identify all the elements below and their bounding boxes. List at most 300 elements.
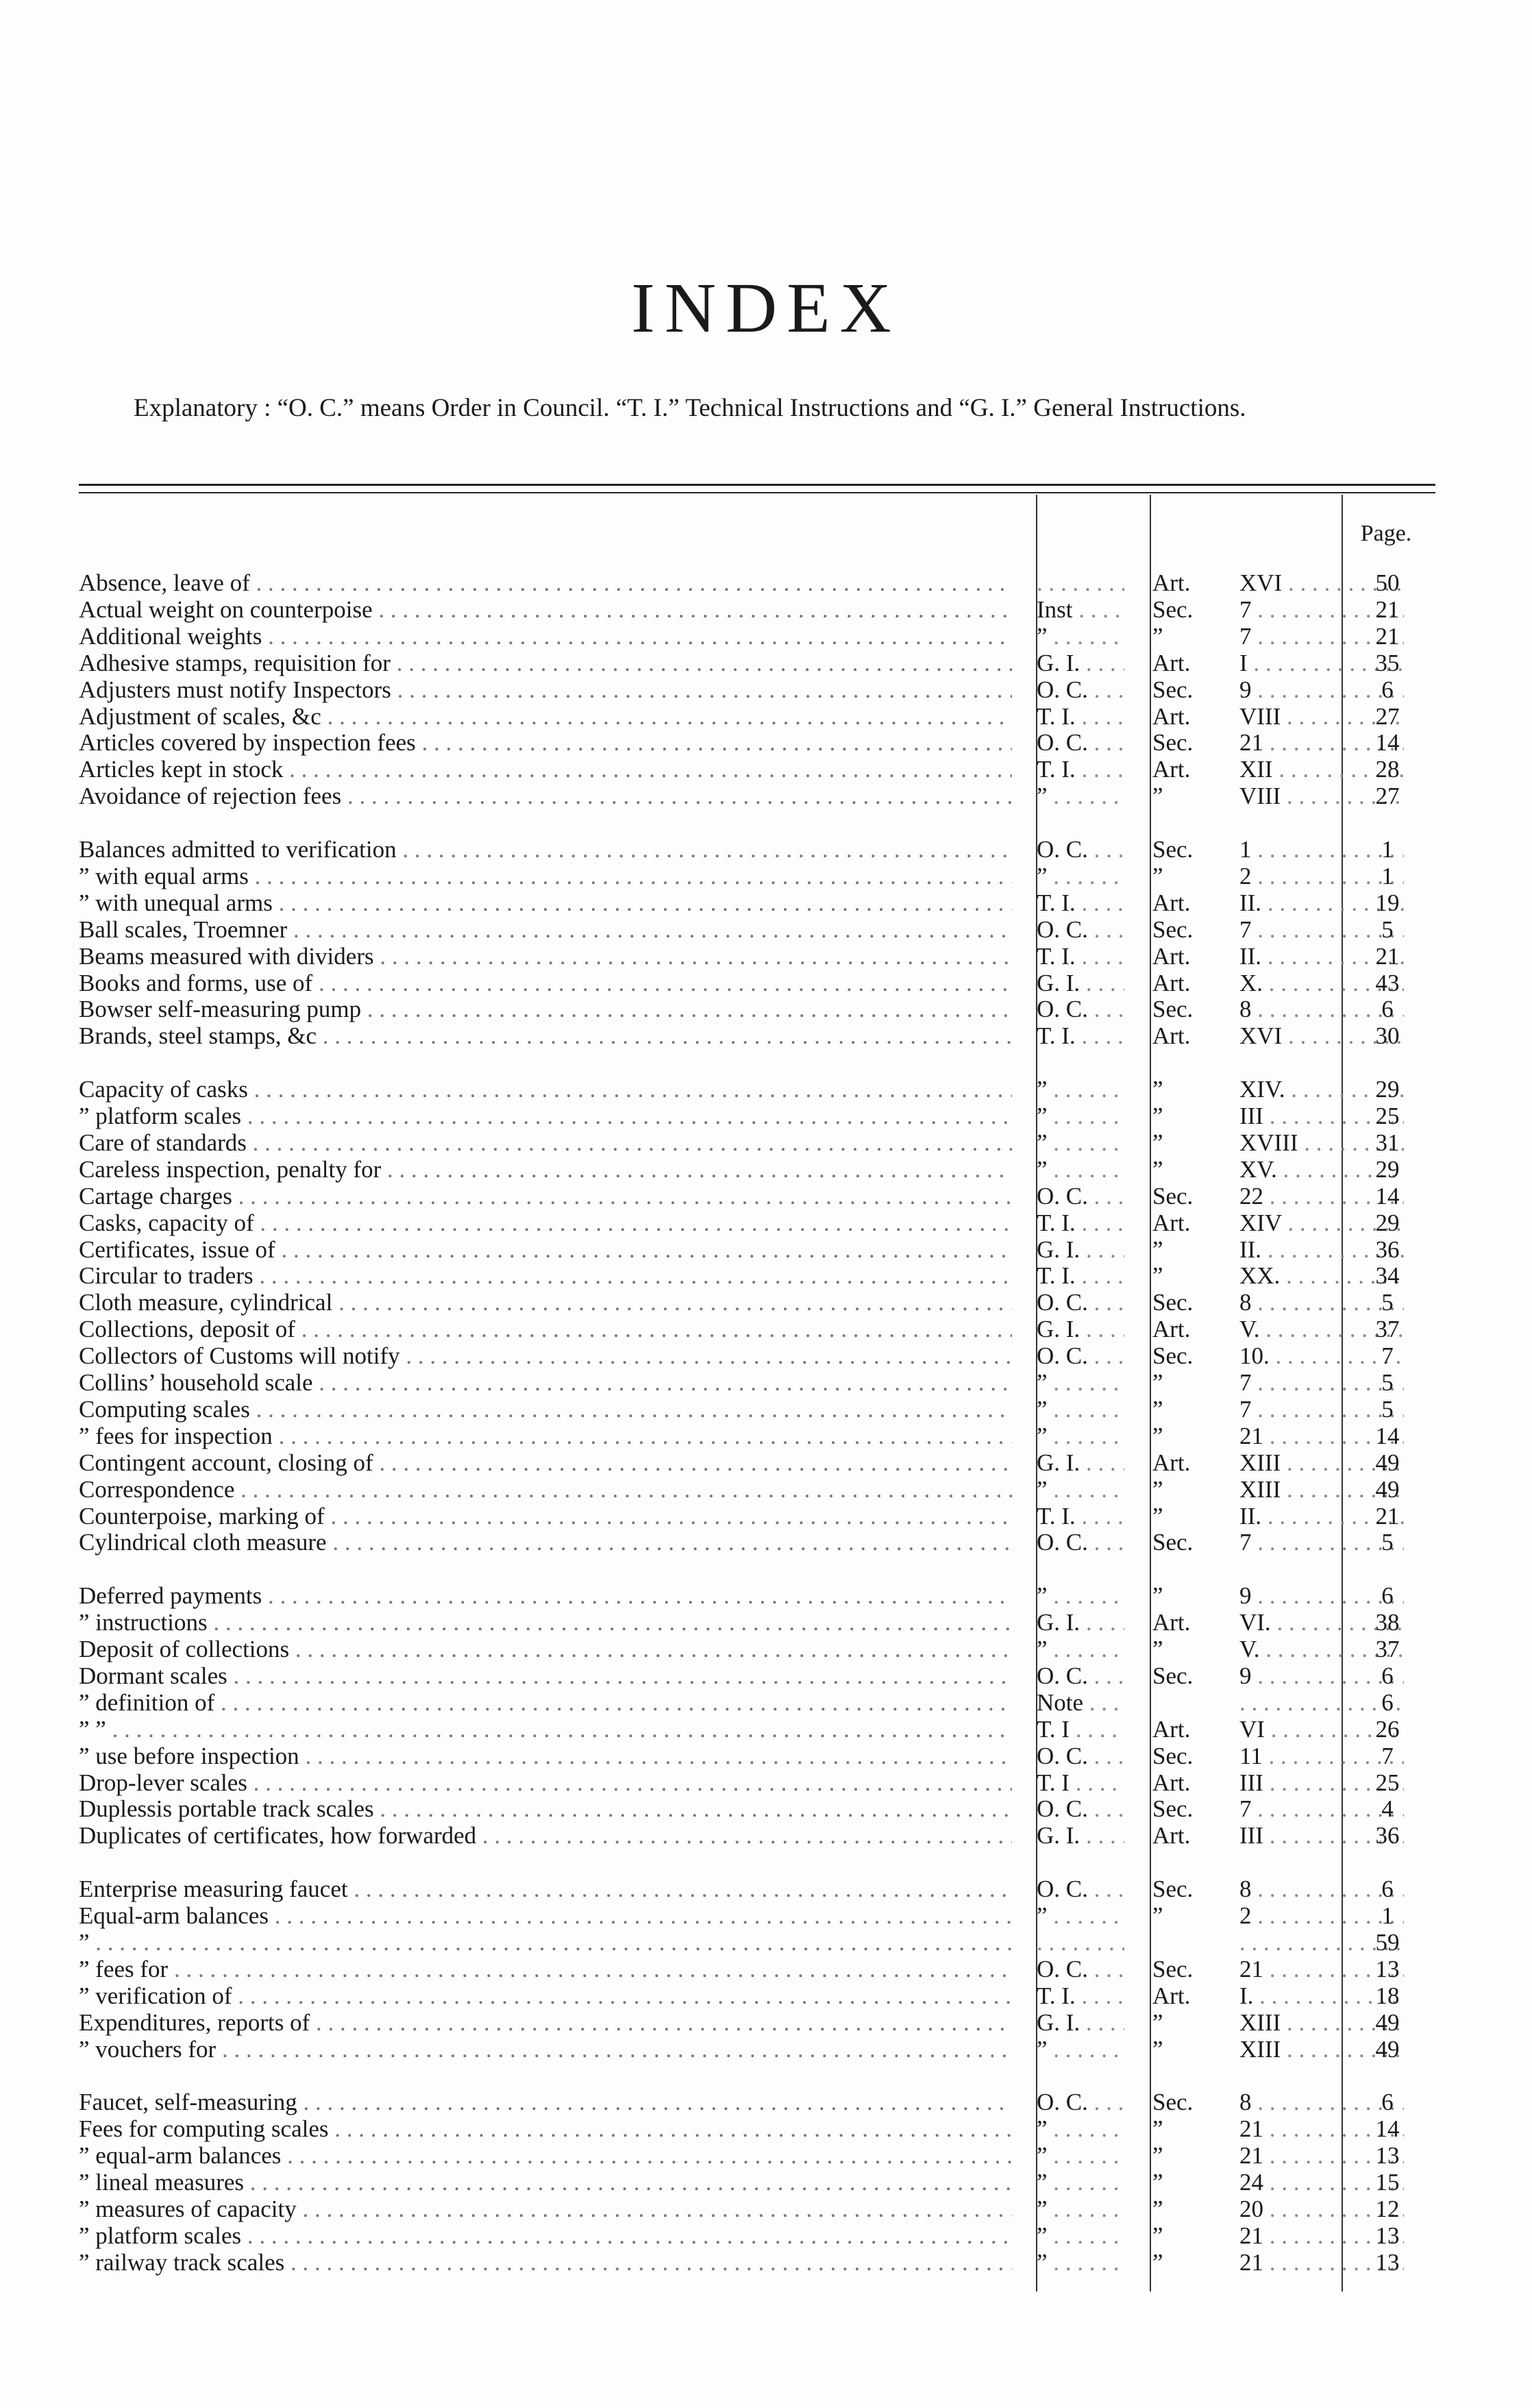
entry-term: ” railway track scales . . .	[79, 2250, 1012, 2276]
entry-ref-number: XVI . . .	[1239, 570, 1404, 596]
index-entry	[79, 2143, 1435, 2169]
index-entry	[79, 863, 1435, 889]
entry-ref-number: VI . . .	[1239, 1717, 1404, 1743]
entry-ref-type: Sec.	[1152, 1876, 1194, 1902]
entry-ref-type: Sec.	[1152, 1956, 1194, 1982]
entry-term: Cartage charges . . .	[79, 1183, 1012, 1209]
entry-page: 36	[1375, 1237, 1400, 1263]
index-entry	[79, 1183, 1435, 1209]
entry-source: G. I. . . .	[1037, 970, 1124, 996]
entry-term: Fees for computing scales . . .	[79, 2116, 1012, 2142]
index-entry	[79, 1983, 1435, 2009]
entry-page: 1	[1381, 1903, 1394, 1929]
entry-ref-type: ”	[1152, 1077, 1163, 1103]
entry-term: Cloth measure, cylindrical . . .	[79, 1290, 1012, 1316]
entry-source	[1037, 570, 1124, 596]
entry-ref-number: V. . . .	[1239, 1636, 1404, 1662]
entry-term: Adhesive stamps, requisition for . . .	[79, 650, 1012, 676]
entry-ref-number: XX. . . .	[1239, 1263, 1404, 1289]
entry-term: Deposit of collections . . .	[79, 1636, 1012, 1662]
index-entry	[79, 1290, 1435, 1316]
entry-ref-number: III . . .	[1239, 1823, 1404, 1849]
entry-page: 37	[1375, 1316, 1400, 1342]
entry-page: 25	[1375, 1770, 1400, 1796]
entry-source: O. C. . . .	[1037, 1529, 1124, 1556]
entry-ref-number: VIII . . .	[1239, 704, 1404, 730]
index-entry	[79, 1397, 1435, 1423]
entry-term: ” platform scales . . .	[79, 2223, 1012, 2249]
entry-page: 4	[1381, 1796, 1394, 1822]
entry-page: 38	[1375, 1610, 1400, 1636]
entry-page: 59	[1375, 1930, 1400, 1956]
entry-term: Actual weight on counterpoise . . .	[79, 597, 1012, 623]
entry-page: 27	[1375, 704, 1400, 730]
entry-ref-number: I. . . .	[1239, 1983, 1404, 2009]
entry-source: G. I. . . .	[1037, 1450, 1124, 1476]
entry-source: ” . . .	[1037, 1423, 1124, 1449]
index-entry	[79, 1423, 1435, 1449]
entry-term: Balances admitted to verification . . .	[79, 837, 1012, 863]
entry-source: ” . . .	[1037, 1903, 1124, 1929]
entry-ref-number: 22 . . .	[1239, 1183, 1404, 1209]
index-entry	[79, 1477, 1435, 1503]
entry-ref-number: 7 . . .	[1239, 1529, 1404, 1556]
entry-ref-type: Sec.	[1152, 1343, 1194, 1369]
entry-source: T. I. . . .	[1037, 1263, 1124, 1289]
entry-page: 6	[1381, 677, 1394, 703]
entry-page: 6	[1381, 1876, 1394, 1902]
entry-source: T. I. . . .	[1037, 890, 1124, 916]
entry-ref-number: II. . . .	[1239, 1237, 1404, 1263]
entry-page: 35	[1375, 650, 1400, 676]
entry-source: O. C. . . .	[1037, 1183, 1124, 1209]
entry-source: O. C. . . .	[1037, 1743, 1124, 1769]
entry-ref-type: Art.	[1152, 1717, 1191, 1743]
entry-source: O. C. . . .	[1037, 2089, 1124, 2115]
entry-term: ” equal-arm balances . . .	[79, 2143, 1012, 2169]
entry-page: 1	[1381, 863, 1394, 889]
index-entry	[79, 1450, 1435, 1476]
entry-source: ” . . .	[1037, 1477, 1124, 1503]
entry-page: 13	[1375, 2223, 1400, 2249]
entry-term: Contingent account, closing of . . .	[79, 1450, 1012, 1476]
entry-term: Brands, steel stamps, &c . . .	[79, 1023, 1012, 1049]
entry-page: 37	[1375, 1636, 1400, 1662]
entry-ref-type: ”	[1152, 624, 1163, 650]
index-entry	[79, 1717, 1435, 1743]
entry-term: Avoidance of rejection fees . . .	[79, 783, 1012, 809]
entry-source: ” . . .	[1037, 624, 1124, 650]
entry-ref-type: ”	[1152, 1477, 1163, 1503]
entry-page: 29	[1375, 1077, 1400, 1103]
entry-page: 28	[1375, 757, 1400, 783]
entry-ref-type: ”	[1152, 1397, 1163, 1423]
entry-source: ” . . .	[1037, 2196, 1124, 2222]
entry-term: Adjustment of scales, &c . . .	[79, 704, 1012, 730]
entry-ref-number: III . . .	[1239, 1103, 1404, 1129]
entry-ref-type: ”	[1152, 1370, 1163, 1396]
entry-term: ” use before inspection . . .	[79, 1743, 1012, 1769]
entry-ref-number: I . . .	[1239, 650, 1404, 676]
entry-term: ” instructions . . .	[79, 1610, 1012, 1636]
entry-term: Expenditures, reports of . . .	[79, 2010, 1012, 2036]
index-entry	[79, 1610, 1435, 1636]
index-entry	[79, 1157, 1435, 1183]
entry-page: 29	[1375, 1157, 1400, 1183]
entry-page: 21	[1375, 944, 1400, 970]
index-entry	[79, 783, 1435, 809]
entry-page: 13	[1375, 2250, 1400, 2276]
entry-page: 19	[1375, 890, 1400, 916]
index-entry	[79, 970, 1435, 996]
index-entry	[79, 1343, 1435, 1369]
entry-term: Faucet, self-measuring . . .	[79, 2089, 1012, 2115]
entry-ref-type: Art.	[1152, 890, 1191, 916]
index-entry	[79, 2223, 1435, 2249]
entry-term: ” definition of . . .	[79, 1690, 1012, 1716]
index-entry	[79, 677, 1435, 703]
entry-source: T. I. . . .	[1037, 757, 1124, 783]
entry-page: 14	[1375, 1423, 1400, 1449]
entry-source: ” . . .	[1037, 863, 1124, 889]
entry-source: G. I. . . .	[1037, 1610, 1124, 1636]
entry-ref-type: Art.	[1152, 1450, 1191, 1476]
entry-ref-number: 7 . . .	[1239, 1370, 1404, 1396]
entry-source: O. C. . . .	[1037, 677, 1124, 703]
entry-ref-type: ”	[1152, 1636, 1163, 1662]
index-entry	[79, 1316, 1435, 1342]
entry-term: ” with unequal arms . . .	[79, 890, 1012, 916]
entry-ref-type: Sec.	[1152, 677, 1194, 703]
index-entry	[79, 1077, 1435, 1103]
entry-source: O. C. . . .	[1037, 1290, 1124, 1316]
entry-ref-number: 9 . . .	[1239, 1583, 1404, 1609]
entry-ref-type: Art.	[1152, 944, 1191, 970]
entry-term: ” lineal measures . . .	[79, 2170, 1012, 2196]
entry-term: ” verification of . . .	[79, 1983, 1012, 2009]
entry-term: Correspondence . . .	[79, 1477, 1012, 1503]
entry-page: 49	[1375, 2010, 1400, 2036]
entry-source: ” . . .	[1037, 2223, 1124, 2249]
entry-term: ” fees for . . .	[79, 1956, 1012, 1982]
entry-term: ” vouchers for . . .	[79, 2037, 1012, 2063]
entry-source: T. I. . . .	[1037, 704, 1124, 730]
entry-page: 14	[1375, 1183, 1400, 1209]
entry-ref-type: Sec.	[1152, 730, 1194, 756]
index-entry	[79, 1770, 1435, 1796]
entry-ref-number: 8 . . .	[1239, 1876, 1404, 1902]
entry-ref-type: Art.	[1152, 1770, 1191, 1796]
entry-source: ” . . .	[1037, 2143, 1124, 2169]
index-entry	[79, 917, 1435, 943]
index-entry	[79, 1690, 1435, 1716]
entry-ref-number: 8 . . .	[1239, 1290, 1404, 1316]
index-entry	[79, 1930, 1435, 1956]
entry-source: O. C. . . .	[1037, 1343, 1124, 1369]
entry-page: 31	[1375, 1130, 1400, 1156]
index-entry	[79, 2037, 1435, 2063]
entry-page: 6	[1381, 996, 1394, 1022]
entry-page: 43	[1375, 970, 1400, 996]
entry-term: Bowser self-measuring pump . . .	[79, 996, 1012, 1022]
entry-term: Certificates, issue of . . .	[79, 1237, 1012, 1263]
index-entry	[79, 624, 1435, 650]
entry-ref-type: Art.	[1152, 970, 1191, 996]
entry-ref-type: ”	[1152, 1103, 1163, 1129]
index-entry	[79, 1636, 1435, 1662]
entry-source: G. I. . . .	[1037, 1823, 1124, 1849]
entry-ref-number: X. . . .	[1239, 970, 1404, 996]
entry-ref-type: Sec.	[1152, 1663, 1194, 1689]
entry-term: Computing scales . . .	[79, 1397, 1012, 1423]
entry-source: O. C. . . .	[1037, 1663, 1124, 1689]
entry-ref-number: 21 . . .	[1239, 2143, 1404, 2169]
entry-source: ” . . .	[1037, 2170, 1124, 2196]
entry-source: ” . . .	[1037, 783, 1124, 809]
entry-ref-number: 7 . . .	[1239, 624, 1404, 650]
entry-ref-type: ”	[1152, 1157, 1163, 1183]
entry-page: 6	[1381, 1583, 1394, 1609]
entry-term: Adjusters must notify Inspectors . . .	[79, 677, 1012, 703]
entry-source: ” . . .	[1037, 1636, 1124, 1662]
index-entry	[79, 1237, 1435, 1263]
entry-source: ” . . .	[1037, 1077, 1124, 1103]
index-entry	[79, 1210, 1435, 1236]
entry-term: Collectors of Customs will notify . . .	[79, 1343, 1012, 1369]
entry-ref-type: Sec.	[1152, 837, 1194, 863]
entry-term: ” with equal arms . . .	[79, 863, 1012, 889]
entry-term: ” ” . . .	[79, 1717, 1012, 1743]
entry-ref-type: Art.	[1152, 650, 1191, 676]
entry-source: ” . . .	[1037, 1370, 1124, 1396]
index-entry	[79, 1370, 1435, 1396]
entry-source: T. I. . . .	[1037, 1503, 1124, 1529]
entry-ref-number: 24 . . .	[1239, 2170, 1404, 2196]
entry-page: 5	[1381, 1529, 1394, 1556]
entry-term: Circular to traders . . .	[79, 1263, 1012, 1289]
entry-source: ” . . .	[1037, 1157, 1124, 1183]
entry-ref-number: V. . . .	[1239, 1316, 1404, 1342]
index-entry	[79, 1663, 1435, 1689]
entry-ref-number: 8 . . .	[1239, 996, 1404, 1022]
index-entry	[79, 2010, 1435, 2036]
entry-page: 34	[1375, 1263, 1400, 1289]
entry-source: T. I. . . .	[1037, 1983, 1124, 2009]
entry-ref-type: Sec.	[1152, 1743, 1194, 1769]
index-entry	[79, 730, 1435, 756]
entry-term: Additional weights . . .	[79, 624, 1012, 650]
entry-source: T. I . . .	[1037, 1770, 1124, 1796]
entry-ref-type: Sec.	[1152, 2089, 1194, 2115]
entry-page: 21	[1375, 597, 1400, 623]
entry-page: 21	[1375, 1503, 1400, 1529]
index-entry	[79, 2250, 1435, 2276]
entry-source: ” . . .	[1037, 2037, 1124, 2063]
entry-ref-number: 7 . . .	[1239, 1397, 1404, 1423]
entry-ref-number: VI. . . .	[1239, 1610, 1404, 1636]
index-entry	[79, 1796, 1435, 1822]
index-entry	[79, 2116, 1435, 2142]
entry-term: Drop-lever scales . . .	[79, 1770, 1012, 1796]
entry-source: O. C. . . .	[1037, 917, 1124, 943]
entry-term: Counterpoise, marking of . . .	[79, 1503, 1012, 1529]
entry-source: T. I . . .	[1037, 1717, 1124, 1743]
entry-ref-number: 21 . . .	[1239, 2250, 1404, 2276]
entry-page: 5	[1381, 917, 1394, 943]
entry-page: 15	[1375, 2170, 1400, 2196]
entry-ref-number: II. . . .	[1239, 890, 1404, 916]
entry-ref-type: Art.	[1152, 1823, 1191, 1849]
entry-page: 14	[1375, 730, 1400, 756]
index-entry	[79, 1956, 1435, 1982]
index-entry	[79, 757, 1435, 783]
entry-ref-type: ”	[1152, 1263, 1163, 1289]
entry-source: O. C. . . .	[1037, 996, 1124, 1022]
entry-ref-type: ”	[1152, 1503, 1163, 1529]
entry-page: 30	[1375, 1023, 1400, 1049]
index-entry	[79, 597, 1435, 623]
entry-term: Casks, capacity of . . .	[79, 1210, 1012, 1236]
entry-source: ” . . .	[1037, 1397, 1124, 1423]
index-entry	[79, 1823, 1435, 1849]
entry-ref-number: 7 . . .	[1239, 1796, 1404, 1822]
entry-term: Articles covered by inspection fees . . .	[79, 730, 1012, 756]
index-entry	[79, 650, 1435, 676]
entry-ref-number: 1 . . .	[1239, 837, 1404, 863]
index-entry	[79, 890, 1435, 916]
entry-page: 36	[1375, 1823, 1400, 1849]
entry-term: Enterprise measuring faucet . . .	[79, 1876, 1012, 1902]
entry-page: 12	[1375, 2196, 1400, 2222]
entry-ref-number: 9 . . .	[1239, 677, 1404, 703]
entry-term: Absence, leave of . . .	[79, 570, 1012, 596]
index-entry	[79, 1529, 1435, 1556]
entry-ref-number: 2 . . .	[1239, 863, 1404, 889]
entry-ref-number: 11 . . .	[1239, 1743, 1404, 1769]
entry-page: 13	[1375, 2143, 1400, 2169]
entry-page: 6	[1381, 1690, 1394, 1716]
entry-ref-type: ”	[1152, 783, 1163, 809]
entry-source: ” . . .	[1037, 1130, 1124, 1156]
entry-term: Careless inspection, penalty for . . .	[79, 1157, 1012, 1183]
entry-ref-number: XIII . . .	[1239, 2037, 1404, 2063]
entry-source: ” . . .	[1037, 2250, 1124, 2276]
entry-ref-type: ”	[1152, 1237, 1163, 1263]
index-entry	[79, 1503, 1435, 1529]
entry-source: Inst . . .	[1037, 597, 1124, 623]
entry-ref-number: XV. . . .	[1239, 1157, 1404, 1183]
entry-ref-number: 2 . . .	[1239, 1903, 1404, 1929]
entry-ref-type: Art.	[1152, 1316, 1191, 1342]
entry-ref-type: Sec.	[1152, 1290, 1194, 1316]
entry-term: Books and forms, use of . . .	[79, 970, 1012, 996]
entry-page: 26	[1375, 1717, 1400, 1743]
entry-ref-type: ”	[1152, 863, 1163, 889]
entry-ref-type: Art.	[1152, 1983, 1191, 2009]
entry-page: 7	[1381, 1743, 1394, 1769]
index-entry	[79, 1103, 1435, 1129]
entry-ref-number: XII . . .	[1239, 757, 1404, 783]
entry-page: 49	[1375, 1450, 1400, 1476]
entry-ref-type: ”	[1152, 2196, 1163, 2222]
entry-source: Note . . .	[1037, 1690, 1124, 1716]
entry-ref-number: VIII . . .	[1239, 783, 1404, 809]
entry-ref-type: ”	[1152, 1130, 1163, 1156]
entry-page: 49	[1375, 1477, 1400, 1503]
entry-page: 5	[1381, 1290, 1394, 1316]
entry-term: Cylindrical cloth measure . . .	[79, 1529, 1012, 1556]
entry-ref-type: Sec.	[1152, 1183, 1194, 1209]
entry-ref-number: XIII . . .	[1239, 1477, 1404, 1503]
entry-term: ” platform scales . . .	[79, 1103, 1012, 1129]
entry-ref-type: Art.	[1152, 704, 1191, 730]
entry-source: O. C. . . .	[1037, 1796, 1124, 1822]
entry-term: ” fees for inspection . . .	[79, 1423, 1012, 1449]
entry-term: Capacity of casks . . .	[79, 1077, 1012, 1103]
entry-term: ” . . .	[79, 1930, 1012, 1956]
entry-ref-number: 8 . . .	[1239, 2089, 1404, 2115]
index-entry	[79, 1903, 1435, 1929]
entry-ref-number: II. . . .	[1239, 1503, 1404, 1529]
entry-term: Dormant scales . . .	[79, 1663, 1012, 1689]
entry-ref-number: II. . . .	[1239, 944, 1404, 970]
entry-ref-number: 7 . . .	[1239, 917, 1404, 943]
entry-ref-number: 21 . . .	[1239, 2223, 1404, 2249]
entry-term: Collections, deposit of . . .	[79, 1316, 1012, 1342]
entry-source: G. I. . . .	[1037, 1237, 1124, 1263]
page-title: INDEX	[631, 269, 901, 347]
entry-term: Deferred payments . . .	[79, 1583, 1012, 1609]
entry-page: 5	[1381, 1370, 1394, 1396]
entry-source	[1037, 1930, 1124, 1956]
entry-ref-type: ”	[1152, 2143, 1163, 2169]
entry-page: 49	[1375, 2037, 1400, 2063]
entry-ref-type: Art.	[1152, 1610, 1191, 1636]
entry-page: 25	[1375, 1103, 1400, 1129]
entry-page: 13	[1375, 1956, 1400, 1982]
entry-ref-type: ”	[1152, 1903, 1163, 1929]
entry-term: Articles kept in stock . . .	[79, 757, 1012, 783]
entry-ref-type: Sec.	[1152, 1529, 1194, 1556]
index-entry	[79, 1743, 1435, 1769]
index-entry	[79, 1263, 1435, 1289]
entry-ref-number: 20 . . .	[1239, 2196, 1404, 2222]
entry-ref-type: ”	[1152, 2223, 1163, 2249]
entry-term: Ball scales, Troemner . . .	[79, 917, 1012, 943]
entry-page: 27	[1375, 783, 1400, 809]
entry-term: ” measures of capacity . . .	[79, 2196, 1012, 2222]
index-entry	[79, 704, 1435, 730]
entry-page: 50	[1375, 570, 1400, 596]
entry-source: G. I. . . .	[1037, 650, 1124, 676]
entry-term: Collins’ household scale . . .	[79, 1370, 1012, 1396]
index-entry	[79, 1023, 1435, 1049]
index-entry	[79, 944, 1435, 970]
index-entry	[79, 1876, 1435, 1902]
entry-source: G. I. . . .	[1037, 2010, 1124, 2036]
entry-source: O. C. . . .	[1037, 730, 1124, 756]
entry-ref-number: XIV. . . .	[1239, 1077, 1404, 1103]
entry-ref-type: Art.	[1152, 570, 1191, 596]
entry-ref-number: XVIII . . .	[1239, 1130, 1404, 1156]
entry-ref-type: Art.	[1152, 757, 1191, 783]
entry-ref-type: Art.	[1152, 1023, 1191, 1049]
entry-source: ” . . .	[1037, 1103, 1124, 1129]
entry-ref-number: 21 . . .	[1239, 1423, 1404, 1449]
entry-source: O. C. . . .	[1037, 1876, 1124, 1902]
entry-source: T. I. . . .	[1037, 1210, 1124, 1236]
explanatory-note: Explanatory : “O. C.” means Order in Council. “T. I.” Technical Instructions and “G. I.” General Instructions.	[134, 394, 1246, 422]
